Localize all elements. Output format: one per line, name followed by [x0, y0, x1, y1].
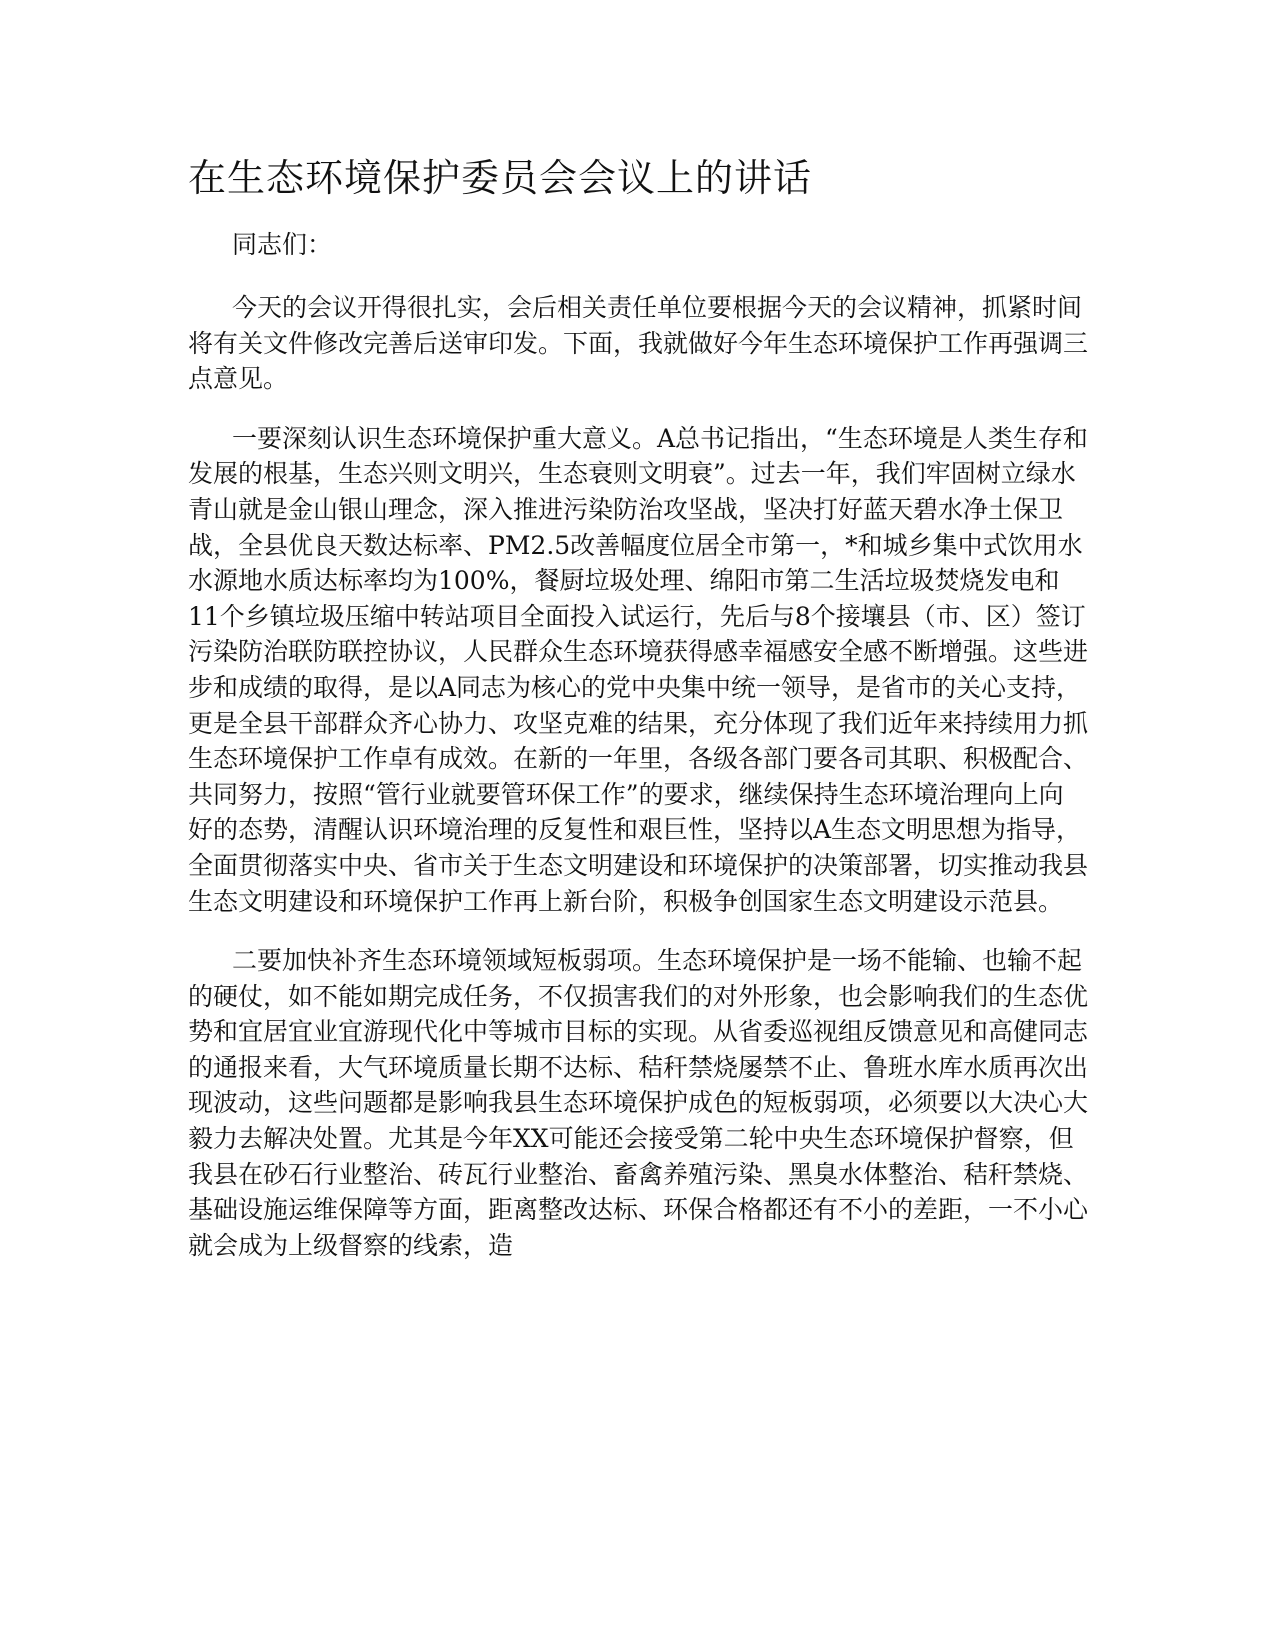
paragraph-point-one: 一要深刻认识生态环境保护重大意义。A总书记指出，“生态环境是人类生存和发展的根基，生态兴则文明兴，生态衰则文明衰”。过去一年，我们牢固树立绿水青山就是金山银山理念，深入推进污染防治攻坚战，坚决打好蓝天碧水净土保卫战，全县优良天数达标率、PM2.5改善幅度位居全市第一，*和城乡集中式饮用水水源地水质达标率均为100%，餐厨垃圾处理、绵阳市第二生活垃圾焚烧发电和11个乡镇垃圾压缩中转站项目全面投入试运行，先后与8个接壤县（市、区）签订污染防治联防联控协议，人民群众生态环境获得感幸福感安全感不断增强。这些进步和成绩的取得，是以A同志为核心的党中央集中统一领导，是省市的关心支持，更是全县干部群众齐心协力、攻坚克难的结果，充分体现了我们近年来持续用力抓生态环境保护工作卓有成效。在新的一年里，各级各部门要各司其职、积极配合、共同努力，按照“管行业就要管环保工作”的要求，继续保持生态环境治理向上向好的态势，清醒认识环境治理的反复性和艰巨性，坚持以A生态文明思想为指导，全面贯彻落实中央、省市关于生态文明建设和环境保护的决策部署，切实推动我县生态文明建设和环境保护工作再上新台阶，积极争创国家生态文明建设示范县。: [188, 423, 1089, 916]
document-page: [188, 150, 1088, 1263]
salutation: 同志们：: [232, 230, 333, 259]
paragraph-intro: 今天的会议开得很扎实，会后相关责任单位要根据今天的会议精神，抓紧时间将有关文件修改完善后送审印发。下面，我就做好今年生态环境保护工作再强调三点意见。: [188, 293, 1089, 394]
paragraph-point-two: 二要加快补齐生态环境领域短板弱项。生态环境保护是一场不能输、也输不起的硬仗，如不能如期完成任务，不仅损害我们的对外形象，也会影响我们的生态优势和宜居宜业宜游现代化中等城市目标的实现。从省委巡视组反馈意见和高健同志的通报来看，大气环境质量长期不达标、秸秆禁烧屡禁不止、鲁班水库水质再次出现波动，这些问题都是影响我县生态环境保护成色的短板弱项，必须要以大决心大毅力去解决处置。尤其是今年XX可能还会接受第二轮中央生态环境保护督察，但我县在砂石行业整治、砖瓦行业整治、畜禽养殖污染、黑臭水体整治、秸秆禁烧、基础设施运维保障等方面，距离整改达标、环保合格都还有不小的差距，一不小心就会成为上级督察的线索，造: [188, 946, 1089, 1260]
document-title: 在生态环境保护委员会会议上的讲话: [188, 156, 813, 200]
